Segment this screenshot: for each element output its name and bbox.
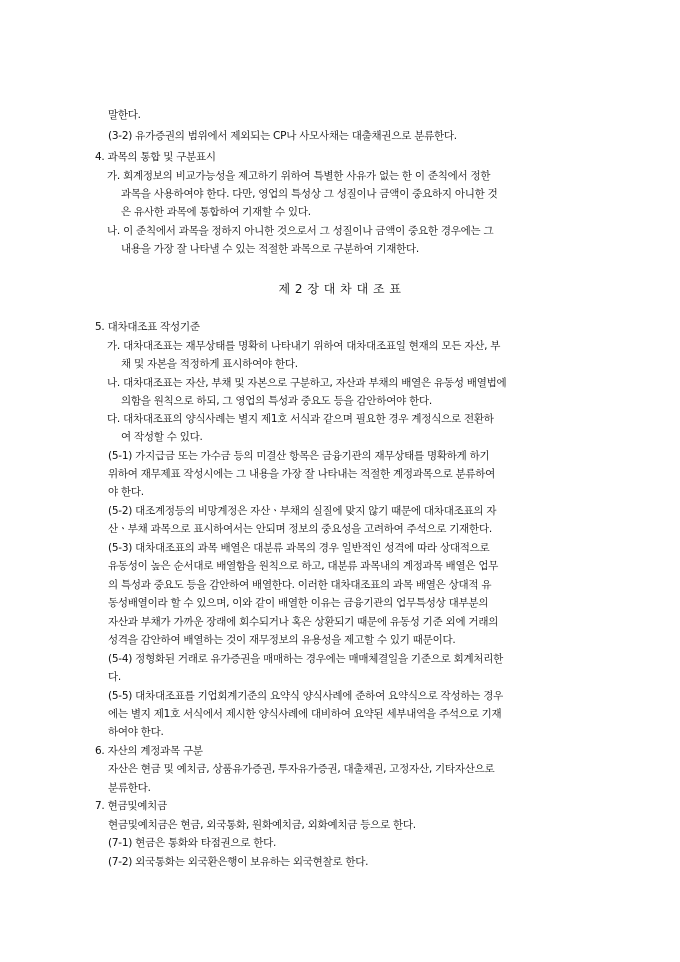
paragraph-7: 현금및예치금은 현금, 외국통화, 원화예치금, 외화예치금 등으로 한다. [108, 819, 416, 831]
item-da-line: 여 작성할 수 있다. [121, 431, 203, 443]
paragraph-5-5: 에는 별지 제1호 서식에서 제시한 양식사례에 대비하여 요약된 세부내역을 주석으로 기재 [108, 708, 502, 720]
paragraph-5-5: 하여야 한다. [108, 726, 164, 738]
paragraph-5-1: 야 한다. [108, 486, 144, 498]
item-na-line: 나. 대차대조표는 자산, 부채 및 자본으로 구분하고, 자산과 부채의 배열은 유동성 배열법에 [107, 377, 507, 389]
paragraph-5-2: 산ㆍ부채 과목으로 표시하여서는 안되며 정보의 중요성을 고려하여 주석으로 기재한다. [108, 523, 492, 535]
item-da-line: 다. 대차대조표의 양식사례는 별지 제1호 서식과 같으며 필요한 경우 계정식으로 전환하 [107, 413, 494, 425]
text-line: 말한다. [108, 109, 141, 121]
paragraph-6: 분류한다. [108, 782, 151, 794]
item-ga-line: 채 및 자본을 적정하게 표시하여야 한다. [121, 358, 298, 370]
heading-section-4: 4. 과목의 통합 및 구분표시 [95, 151, 216, 163]
heading-section-6: 6. 자산의 계정과목 구분 [95, 745, 203, 757]
paragraph-5-3: (5-3) 대차대조표의 과목 배열은 대분류 과목의 경우 일반적인 성격에 따라 상대적으로 [108, 542, 490, 554]
item-ga-line: 가. 회계정보의 비교가능성을 제고하기 위하여 특별한 사유가 없는 한 이 준칙에서 정한 [107, 170, 491, 182]
paragraph-5-3: 동성배열이라 할 수 있으며, 이와 같이 배열한 이유는 금융기관의 업무특성상 대부분의 [108, 597, 489, 609]
item-na-line: 내용을 가장 잘 나타낼 수 있는 적절한 과목으로 구분하여 기재한다. [121, 243, 419, 255]
item-na-line: 의함을 원칙으로 하되, 그 영업의 특성과 중요도 등을 감안하여야 한다. [121, 395, 432, 407]
paragraph-5-3: 자산과 부채가 가까운 장래에 회수되거나 혹은 상환되기 때문에 유동성 기준 외에 거래의 [108, 616, 499, 628]
paragraph-7-1: (7-1) 현금은 통화와 타점권으로 한다. [108, 837, 277, 849]
paragraph-3-2: (3-2) 유가증권의 범위에서 제외되는 CP나 사모사채는 대출채권으로 분류한다. [108, 130, 457, 142]
paragraph-5-1: 위하여 재무제표 작성시에는 그 내용을 가장 잘 나타내는 적절한 계정과목으로 분류하여 [108, 468, 496, 480]
item-na-line: 나. 이 준칙에서 과목을 정하지 아니한 것으로서 그 성질이나 금액이 중요한 경우에는 그 [107, 225, 494, 237]
paragraph-5-3: 유동성이 높은 순서대로 배열함을 원칙으로 하고, 대분류 과목내의 계정과목 배열은 업무 [108, 560, 499, 572]
heading-section-7: 7. 현금및예치금 [95, 800, 167, 812]
paragraph-7-2: (7-2) 외국통화는 외국환은행이 보유하는 외국현찰로 한다. [108, 856, 369, 868]
chapter-title: 제 2 장 대 차 대 조 표 [278, 282, 402, 296]
paragraph-5-4: 다. [108, 671, 121, 683]
paragraph-5-3: 성격을 감안하여 배열하는 것이 재무정보의 유용성을 제고할 수 있기 때문이다. [108, 634, 456, 646]
paragraph-5-2: (5-2) 대조계정등의 비망계정은 자산ㆍ부채의 실질에 맞지 않기 때문에 대차대조표의 자 [108, 505, 497, 517]
paragraph-5-3: 의 특성과 중요도 등을 감안하여 배열한다. 이러한 대차대조표의 과목 배열은 상대적 유 [108, 579, 492, 591]
paragraph-5-5: (5-5) 대차대조표를 기업회계기준의 요약식 양식사례에 준하여 요약식으로 작성하는 경우 [108, 690, 504, 702]
heading-section-5: 5. 대차대조표 작성기준 [95, 321, 200, 333]
paragraph-6: 자산은 현금 및 예치금, 상품유가증권, 투자유가증권, 대출채권, 고정자산, 기타자산으로 [108, 763, 495, 775]
paragraph-5-1: (5-1) 가지급금 또는 가수금 등의 미결산 항목은 금융기관의 재무상태를 명확하게 하기 [108, 450, 490, 462]
paragraph-5-4: (5-4) 정형화된 거래로 유가증권을 매매하는 경우에는 매매체결일을 기준으로 회계처리한 [108, 653, 504, 665]
item-ga-line: 은 유사한 과목에 통합하여 기재할 수 있다. [121, 206, 311, 218]
item-ga-line: 가. 대차대조표는 재무상태를 명확히 나타내기 위하여 대차대조표일 현재의 모든 자산, 부 [107, 340, 501, 352]
item-ga-line: 과목을 사용하여야 한다. 다만, 영업의 특성상 그 성질이나 금액이 중요하지 아니한 것 [121, 188, 498, 200]
